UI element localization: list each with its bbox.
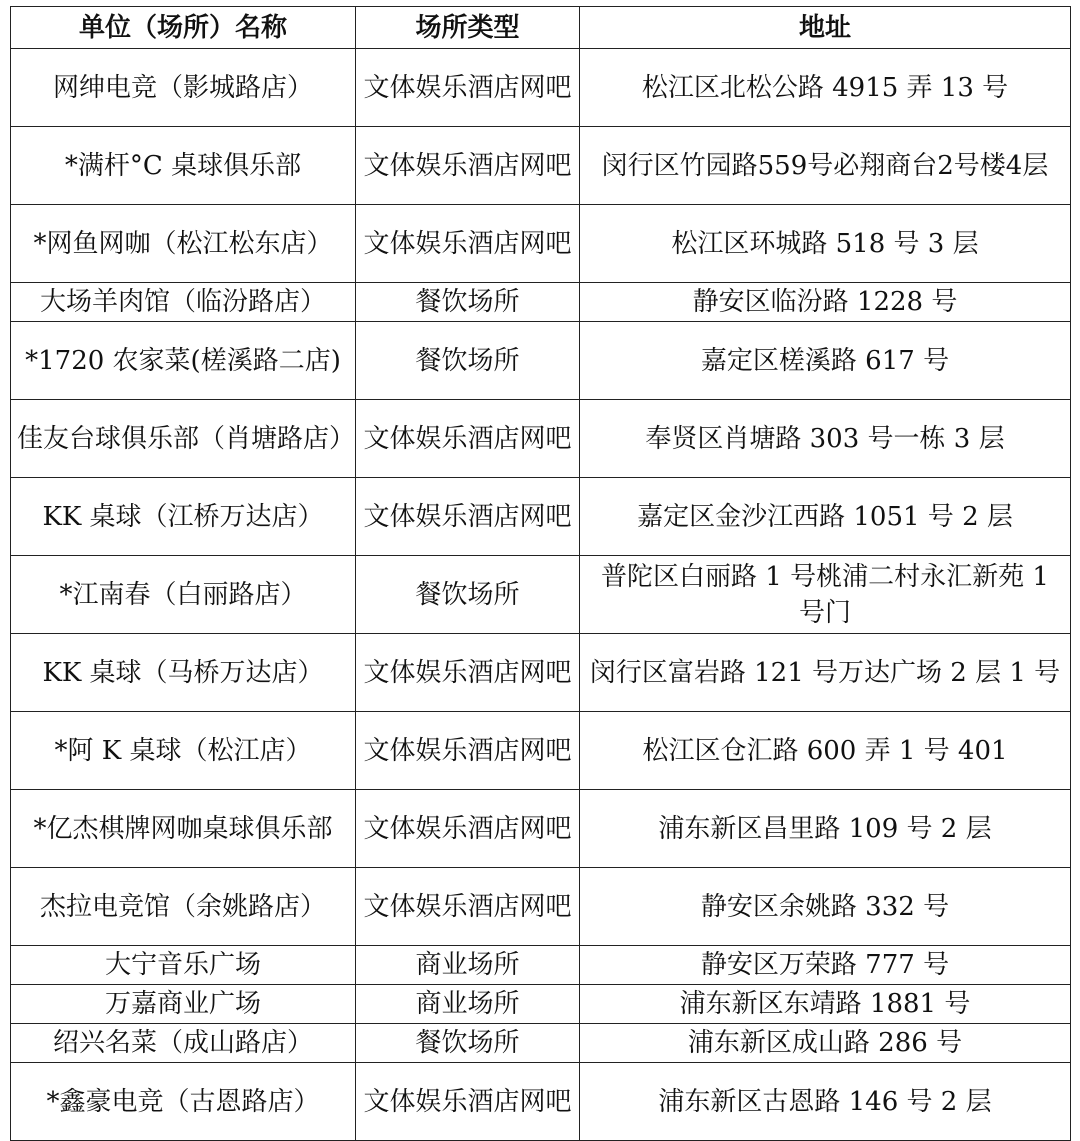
venue-address: 浦东新区成山路 286 号: [580, 1024, 1071, 1063]
table-row: [11, 322, 1071, 400]
venue-name: *网鱼网咖（松江松东店）: [11, 205, 356, 283]
venue-name: 杰拉电竞馆（余姚路店）: [11, 868, 356, 946]
venue-type: 文体娱乐酒店网吧: [356, 400, 580, 478]
venue-address: 松江区环城路 518 号 3 层: [580, 205, 1071, 283]
venue-type: 文体娱乐酒店网吧: [356, 712, 580, 790]
venue-type: 文体娱乐酒店网吧: [356, 1063, 580, 1141]
venue-type: 商业场所: [356, 946, 580, 985]
table-row: [11, 283, 1071, 322]
table-row: [11, 1024, 1071, 1063]
table-row: [11, 1063, 1071, 1141]
venue-type: 文体娱乐酒店网吧: [356, 127, 580, 205]
venue-type: 文体娱乐酒店网吧: [356, 478, 580, 556]
venue-address: 松江区仓汇路 600 弄 1 号 401: [580, 712, 1071, 790]
venue-name: *亿杰棋牌网咖桌球俱乐部: [11, 790, 356, 868]
venue-address: 静安区万荣路 777 号: [580, 946, 1071, 985]
header-type: 场所类型: [356, 7, 580, 49]
header-row: [11, 7, 1071, 49]
venue-type: 餐饮场所: [356, 283, 580, 322]
venue-name: *1720 农家菜(槎溪路二店): [11, 322, 356, 400]
header-name: 单位（场所）名称: [11, 7, 356, 49]
venue-name: 大宁音乐广场: [11, 946, 356, 985]
table-row: [11, 127, 1071, 205]
venue-name: *满杆°C 桌球俱乐部: [11, 127, 356, 205]
venue-name: 万嘉商业广场: [11, 985, 356, 1024]
table-row: [11, 478, 1071, 556]
venue-name: KK 桌球（马桥万达店）: [11, 634, 356, 712]
venue-type: 文体娱乐酒店网吧: [356, 205, 580, 283]
table-row: [11, 985, 1071, 1024]
venue-name: 大场羊肉馆（临汾路店）: [11, 283, 356, 322]
table-row: [11, 400, 1071, 478]
table-row: [11, 205, 1071, 283]
venue-type: 文体娱乐酒店网吧: [356, 49, 580, 127]
venue-name: *江南春（白丽路店）: [11, 556, 356, 634]
table-row: [11, 790, 1071, 868]
table-row: [11, 556, 1071, 634]
venue-type: 餐饮场所: [356, 1024, 580, 1063]
venue-address: 奉贤区肖塘路 303 号一栋 3 层: [580, 400, 1071, 478]
venue-name: *鑫豪电竞（古恩路店）: [11, 1063, 356, 1141]
venue-address: 静安区余姚路 332 号: [580, 868, 1071, 946]
venue-name: 佳友台球俱乐部（肖塘路店）: [11, 400, 356, 478]
venue-type: 餐饮场所: [356, 556, 580, 634]
venue-address: 浦东新区东靖路 1881 号: [580, 985, 1071, 1024]
venue-table: [10, 6, 1071, 1141]
header-address: 地址: [580, 7, 1071, 49]
venue-address: 闵行区富岩路 121 号万达广场 2 层 1 号: [580, 634, 1071, 712]
venue-name: 网绅电竞（影城路店）: [11, 49, 356, 127]
venue-address: 嘉定区金沙江西路 1051 号 2 层: [580, 478, 1071, 556]
table-row: [11, 868, 1071, 946]
venue-name: KK 桌球（江桥万达店）: [11, 478, 356, 556]
venue-address: 浦东新区古恩路 146 号 2 层: [580, 1063, 1071, 1141]
venue-type: 文体娱乐酒店网吧: [356, 868, 580, 946]
venue-address: 普陀区白丽路 1 号桃浦二村永汇新苑 1 号门: [580, 556, 1071, 634]
venue-address: 松江区北松公路 4915 弄 13 号: [580, 49, 1071, 127]
venue-address: 静安区临汾路 1228 号: [580, 283, 1071, 322]
table-row: [11, 49, 1071, 127]
venue-address: 浦东新区昌里路 109 号 2 层: [580, 790, 1071, 868]
venue-type: 文体娱乐酒店网吧: [356, 634, 580, 712]
venue-type: 餐饮场所: [356, 322, 580, 400]
table-row: [11, 712, 1071, 790]
table-row: [11, 634, 1071, 712]
venue-name: 绍兴名菜（成山路店）: [11, 1024, 356, 1063]
venue-address: 闵行区竹园路559号必翔商台2号楼4层: [580, 127, 1071, 205]
venue-address: 嘉定区槎溪路 617 号: [580, 322, 1071, 400]
venue-type: 商业场所: [356, 985, 580, 1024]
venue-type: 文体娱乐酒店网吧: [356, 790, 580, 868]
venue-name: *阿 K 桌球（松江店）: [11, 712, 356, 790]
table-row: [11, 946, 1071, 985]
